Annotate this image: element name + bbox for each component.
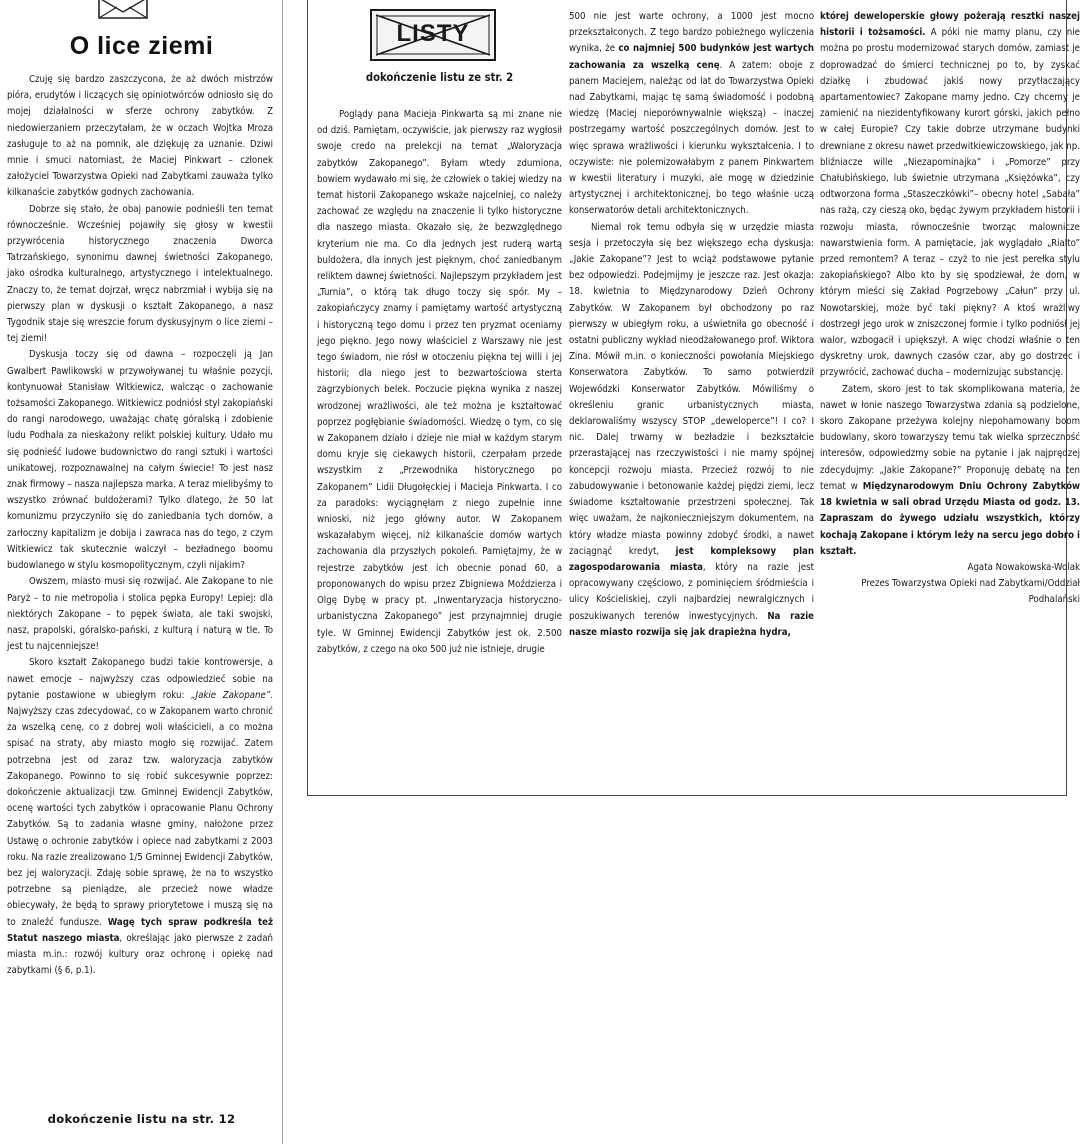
- paragraph: [820, 9, 1080, 382]
- paragraph: [820, 382, 1080, 560]
- paragraph: [569, 220, 814, 641]
- signature-title: Prezes Towarzystwa Opieki nad Zabytkami/Oddział Podhalański: [861, 578, 1080, 606]
- paragraph: [569, 9, 814, 220]
- italic-run: „Jakie Zakopane”: [191, 689, 271, 701]
- text-run: . Najwyższy czas zdecydować, co w Zakopanem warto chronić za wszelką cenę, co z dobrej woli właścicieli, a co można spisać na straty, aby miasto mogło się rozwijać. Zatem potrzebna jest od zaraz tzw. waloryzacja zabytków Zakopanego. Powinno to się robić sukcesywnie poprzez: dokończenie aktualizacji tzw. Gminnej Ewidencji Zabytków, ocenę wartości tych zabytków i opracowanie Planu Ochrony Zabytków. Są to zadania własne gminy, nałożone przez Ustawę o ochronie zabytków i opiece nad zabytkami z 2003 roku. Na razie zrealizowano 1/5 Gminnej Ewidencji Zabytków, bez jej waloryzacji. Zdaję sobie sprawę, że na to wszystko potrzebne są pieniądze, ale przecież nowe władze obiecywały, że będą to sprawy priorytetowe i muszą się na to znaleźć fundusze.: [7, 689, 273, 928]
- text-run: A póki nie mamy planu, czy nie można po prostu modernizować starych domów, zamiast je doprowadzać do śmierci technicznej po to, by zyskać działkę i zbudować jakiś nowy przytłaczający apartamentowiec? Zakopane mamy jedno. Czy chcemy je zamienić na niezidentyfikowany kurort górski, jakich pełno w całej Europie? Czy takie dobrze utrzymane budynki drewniane z okresu nawet przedwitkiewiczowskiego, jak np. bliźniacze wille „Niezapominajka” i „Pomorze” przy Chałubińskiego, lub świetnie utrzymana „Księżówka”, czy odtworzona forma „Staszeczkówki”– obecny hotel „Sabała” nas rażą, czy cieszą oko, będąc żywym przykładem historii i rozwoju miasta, równocześnie tworząc malownicze nawarstwienia form. A pamiętacie, jak wyglądało „Rialto” przed remontem? A teraz – czyż to nie jest perełka stylu zakopiańskiego? Albo kto by się spodziewał, że dom, w którym mieści się Zakład Pogrzebowy „Całun” przy ul. Nowotarskiej, może być taki piękny? A ktoś wrażliwy dostrzegł jego urok w zniszczonej formie i tylko podniósł jej walor, wzbogacił i upiększył. A więc chodzi właśnie o ten dyskretny urok, dawnych czasów czar, aby go dostrzec i przywrócić, zachować ducha – modernizując substancję.: [820, 27, 1080, 379]
- logo-label: LISTY: [396, 20, 470, 47]
- envelope-icon: [97, 0, 149, 20]
- column-text: [317, 107, 562, 658]
- letters-column-1: [317, 0, 562, 797]
- bold-run: jest kompleksowy plan zagospodarowania miasta: [569, 545, 814, 573]
- text-run: Skoro kształt Zakopanego budzi takie kontrowersje, a nawet emocje – najwyższy czas odpowiedzieć sobie na pytanie postawione w ubiegłym roku:: [7, 657, 273, 701]
- text-run: , który na razie jest opracowywany częściowo, z pominięciem śródmieścia i ulicy Kościeliskiej, czyli najbardziej newralgicznych i poszukiwanych terenów inwestycyjnych.: [569, 561, 814, 622]
- listy-logo: [370, 9, 496, 61]
- signature-name: Agata Nowakowska-Wolak: [967, 561, 1080, 573]
- paragraph: Poglądy pana Macieja Pinkwarta są mi znane nie od dziś. Pamiętam, oczywiście, jak pierwszy raz wygłosił swoje credo na prelekcji na temat „Waloryzacja zabytków Zakopanego”. Byłam wtedy zdumiona, bowiem wydawało mi się, że człowiek o takiej wiedzy na temat historii Zakopanego wskaże najcelniej, co należy zachować ze względu na znaczenie li tylko historyczne dla naszego miasta. Okazało się, że bezwzględnego kryterium nie ma. Co dla jednych jest ruderą wartą buldożera, dla innych jest pięknym, choć zaniedbanym reliktem dawnej świetności. Najlepszym przykładem jest „Turnia”, o którą tak długo toczy się spór. My – zakopiańczycy znamy i pamiętamy wartość artystyczną i historyczną tego domu i przez ten pryzmat oceniamy jego piękno. Jego nowy właściciel z Warszawy nie jest tego świadom, nie rósł w otoczeniu piękna tej willi i jej historii; dla niego jest to bezwartościowa sterta zagrzybionych belek. Poczucie piękna wynika z naszej wrodzonej wrażliwości, ale też można je kształtować poprzez pogłębianie świadomości. Wiedzę o tym, co się w Zakopanem działo i dzieje nie miał w każdym starym domu kryje się ciekawych historii, czerpałam przede wszystkim z „Przewodnika historycznego po Zakopanem” Lidii Długołęckiej i Macieja Pinkwarta. I co za paradoks: wyciągnęłam z niego zupełnie inne wnioski, niż jego główny autor. W Zakopanem wskazałabym więcej, niż kilkanaście domów wartych zachowania dla przyszłych pokoleń. Pamiętajmy, że w rejestrze zabytków jest ich obecnie ponad 60, a proponowanych do wpisu przez Zbigniewa Moździerza i Olgę Dybę w pracy pt. „Inwentaryzacja historyczno-urbanistyczna Zakopanego” jest przynajmniej drugie tyle. W Gminnej Ewidencji Zabytków jest ok. 2.500 zabytków, z czego na oko 500 już nie istnieje, drugie: [317, 109, 562, 655]
- article-body: [7, 72, 273, 979]
- letters-box: [307, 0, 1080, 796]
- paragraph: Owszem, miasto musi się rozwijać. Ale Zakopane to nie Paryż – to nie metropolia i stolica pępka Europy! Lepiej: dla niektórych Zakopane – to pępek świata, ale taki swojski, nasz, prapolski, góralsko-pański, z kulturą i naturą w tle. To jest tu najcenniejsze!: [7, 576, 273, 653]
- bold-run: Na razie nasze miasto rozwija się jak drapieżna hydra,: [569, 610, 815, 638]
- bold-run: Międzynarodowym Dniu Ochrony Zabytków 18 kwietnia w sali obrad Urzędu Miasta od godz. 13. Zapraszam do żywego udziału wszystkich, którzy kochają Zakopane i którym leży na sercu jego dobro i kształt.: [820, 480, 1080, 557]
- bold-run: której deweloperskie głowy pożerają resztki naszej historii i tożsamości.: [820, 11, 1080, 39]
- paragraph: [7, 655, 273, 979]
- text-run: Niemal rok temu odbyła się w urzędzie miasta sesja i przetoczyła się bez większego echa dyskusja: „Jakie Zakopane”? Jest to wciąż podstawowe pytanie bez odpowiedzi. Podejmijmy je jeszcze raz. Jest okazja: 18. kwietnia to Międzynarodowy Dzień Ochrony Zabytków. W Zakopanem był obchodzony po raz pierwszy w ubiegłym roku, a uświetniła go obecność i ostatni publiczny wykład nieodżałowanego prof. Wiktora Zina. Mówił m.in. o konieczności powołania Miejskiego Konserwatora Zabytków. To samo potwierdził Wojewódzki Konserwator Zabytków. Mówiliśmy o określeniu granic urbanistycznych miasta, deklarowaliśmy wszyscy STOP „deweloperce”! I co? I nic. Dalej trwamy w bezładzie i bezkształcie przerastającej nas rzeczywistości i nie mamy spójnej koncepcji rozwoju miasta. Przecież rozwój to nie zabudowywanie i betonowanie każdej piędzi ziemi, lecz świadome kształtowanie przestrzeni społecznej. Tak więc uważam, że najkonieczniejszym dokumentem, na który władze miasta powinny zdobyć środki, a nawet zaciągnąć kredyt,: [569, 221, 814, 557]
- paragraph: Dyskusja toczy się od dawna – rozpoczęli ją Jan Gwalbert Pawlikowski w przywoływanej tu właśnie pozycji, kontynuował Stanisław Witkiewicz, walcząc o zachowanie tożsamości Zakopanego. Witkiewicz podniósł styl zakopiański do rangi narodowego, uważając chatę góralską i zdobienie ludu Podhala za nieskażony relikt polskiej kultury. Udało mu się podnieść ludowe budownictwo do rangi sztuki i wartości unikatowej, rozpoznawalnej na całym świecie! To jest nasz znak firmowy – nasza najlepsza marka. A teraz mielibyśmy to wszystko zrównać buldożerami? Tylko dlatego, że 50 lat komunizmu przyczyniło się do zaniedbania tych domów, a zarłoczny kapitalizm je dobija i zawraca nas do tego, z czym Witkiewicz tak skutecznie walczył – bezładnego boomu budowlanego w stylu kosmopolitycznym, czyli nijakim?: [7, 349, 273, 572]
- text-run: 500 nie jest warte ochrony, a 1000 jest mocno przekształconych. Z tego bardzo pobieżnego wyliczenia wynika, że: [569, 11, 814, 55]
- continued-from-note: dokończenie listu ze str. 2: [365, 71, 514, 84]
- signature-block: [820, 560, 1080, 609]
- bold-run: co najmniej 500 budynków jest wartych zachowania za wszelką cenę: [569, 43, 815, 71]
- article-headline: O lice ziemi: [69, 32, 214, 60]
- text-run: . A zatem: oboje z panem Maciejem, należąc od lat do Towarzystwa Opieki nad Zabytkami, mając tę samą świadomość i podobną wiedzę (Maciej nieporównywalnie większą) – inaczej postrzegamy wartość poszczególnych domów. Jest to więc sprawa wrażliwości i kierunku wykształcenia. I to oczywiste: nie polemizowałabym z panem Pinkwartem w kwestii literatury i muzyki, ale mogę w dziedzinie artystycznej i architektonicznej, bo tego właśnie uczą konserwatorów detali architektonicznych.: [569, 59, 815, 217]
- text-run: , określając jako pierwsze z zadań miasta m.in.: rozwój kultury oraz ochronę i opiekę nad zabytkami (§ 6, p.1).: [7, 932, 273, 977]
- paragraph: Czuję się bardzo zaszczycona, że aż dwóch mistrzów pióra, erudytów i liczących się opiniotwórców odniosło się do mojej działalności w sferze ochrony zabytków. Z niedowierzaniem przeczytałam, że w oczach Wojtka Mroza zasługuje to aż na pomnik, ale dziękuję za uznanie. Dziwi mnie i smuci natomiast, że Maciej Pinkwart – członek założyciel Towarzystwa Opieki nad Zabytkami zauważa tylko kilkanaście zabytków godnych zachowania.: [7, 74, 273, 199]
- continued-on-note: dokończenie listu na str. 12: [47, 1112, 236, 1126]
- left-article: [0, 0, 283, 1144]
- bold-run: Wagę tych spraw podkreśla też Statut naszego miasta: [7, 916, 274, 944]
- text-run: Zatem, skoro jest to tak skomplikowana materia, że nawet w łonie naszego Towarzystwa zdania są podzielone, skoro Zakopane przeżywa kolejny niepohamowany boom budowlany, skoro towarzyszy temu tak wielka sprzeczność interesów, odpowiedzmy sobie na pytanie i jak najprędzej zdecydujmy: „Jakie Zakopane?” Proponuję debatę na ten temat w: [820, 383, 1080, 492]
- paragraph: Dobrze się stało, że obaj panowie podnieśli ten temat równocześnie. Wcześniej pojawiły się głosy w kwestii przywrócenia historycznego znaczenia Dworca Tatrzańskiego, synonimu dawnej świetności Zakopanego, jako ośrodka kulturalnego, artystycznego i intelektualnego. Znaczy to, że temat dojrzał, wręcz nabrzmiał i wybija się na pierwszy plan w dyskusji o kształt Zakopanego, a nasz Tygodnik staje się wreszcie forum dyskusyjnym o lice ziemi – tej ziemi!: [7, 203, 273, 345]
- letters-column-2: [569, 9, 814, 809]
- letters-column-3: [820, 9, 1080, 809]
